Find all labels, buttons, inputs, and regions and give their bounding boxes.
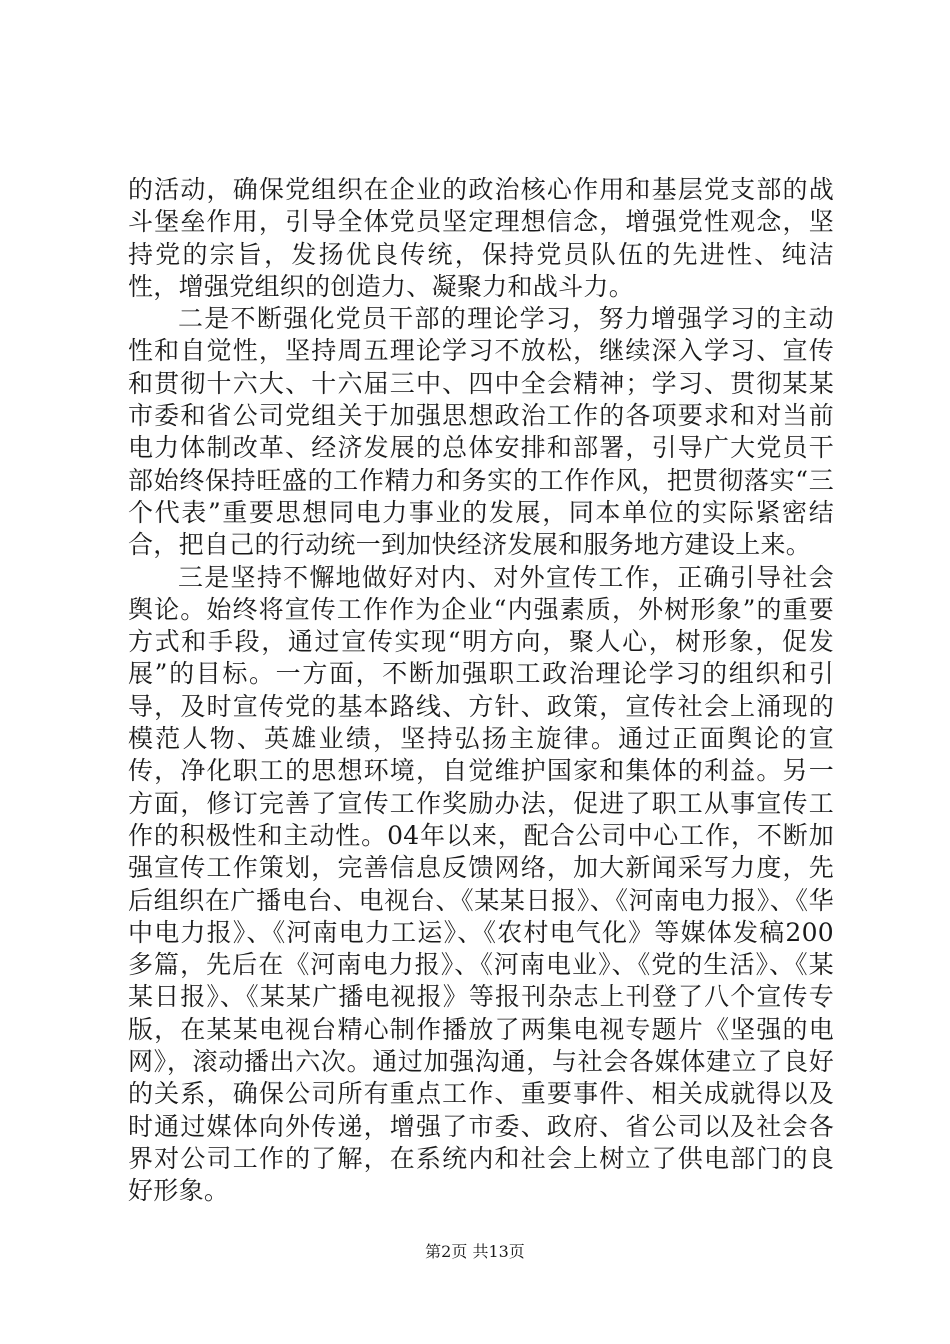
paragraph-3: 三是坚持不懈地做好对内、对外宣传工作，正确引导社会舆论。始终将宣传工作作为企业“内强素质，外树形象”的重要方式和手段，通过宣传实现“明方向，聚人心，树形象，促发展”的目标。一方面，不断加强职工政治理论学习的组织和引导，及时宣传党的基本路线、方针、政策，宣传社会上涌现的模范人物、英雄业绩，坚持弘扬主旋律。通过正面舆论的宣传，净化职工的思想环境，自觉维护国家和集体的利益。另一方面，修订完善了宣传工作奖励办法，促进了职工从事宣传工作的积极性和主动性。04年以来，配合公司中心工作，不断加强宣传工作策划，完善信息反馈网络，加大新闻采写力度，先后组织在广播电台、电视台、《某某日报》、《河南电力报》、《华中电力报》、《河南电力工运》、《农村电气化》等媒体发稿200多篇，先后在《河南电力报》、《河南电业》、《党的生活》、《某某日报》、《某某广播电视报》等报刊杂志上刊登了八个宣传专版，在某某电视台精心制作播放了两集电视专题片《坚强的电网》，滚动播出六次。通过加强沟通，与社会各媒体建立了良好的关系，确保公司所有重点工作、重要事件、相关成就得以及时通过媒体向外传递，增强了市委、政府、省公司以及社会各界对公司工作的了解，在系统内和社会上树立了供电部门的良好形象。 <box>128 562 834 1206</box>
page-number-footer: 第2页 共13页 <box>425 1242 525 1261</box>
paragraph-2: 二是不断强化党员干部的理论学习，努力增强学习的主动性和自觉性，坚持周五理论学习不放松，继续深入学习、宣传和贯彻十六大、十六届三中、四中全会精神；学习、贯彻某某市委和省公司党组关于加强思想政治工作的各项要求和对当前电力体制改革、经济发展的总体安排和部署，引导广大党员干部始终保持旺盛的工作精力和务实的工作作风，把贯彻落实“三个代表”重要思想同电力事业的发展，同本单位的实际紧密结合，把自己的行动统一到加快经济发展和服务地方建设上来。 <box>128 304 834 560</box>
paragraph-1: 的活动，确保党组织在企业的政治核心作用和基层党支部的战斗堡垒作用，引导全体党员坚定理想信念，增强党性观念，坚持党的宗旨，发扬优良传统，保持党员队伍的先进性、纯洁性，增强党组织的创造力、凝聚力和战斗力。 <box>128 175 834 301</box>
document-body <box>128 174 834 1208</box>
